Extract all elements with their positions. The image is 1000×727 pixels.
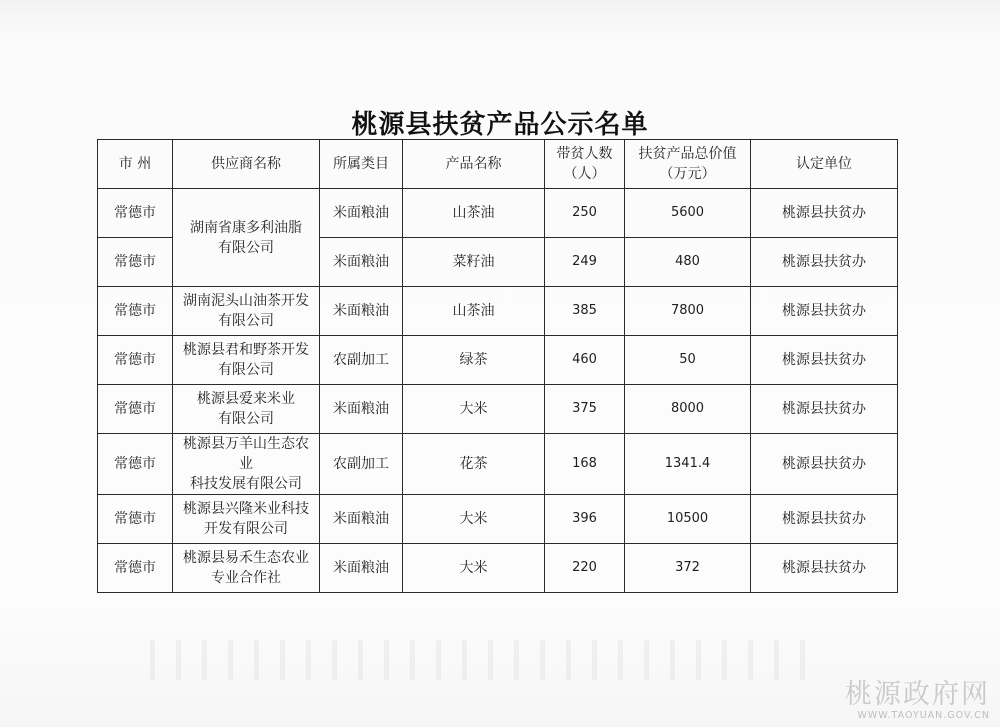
cell-category: 米面粮油 bbox=[320, 385, 403, 434]
cell-value: 1341.4 bbox=[625, 434, 751, 495]
cell-category: 米面粮油 bbox=[320, 287, 403, 336]
cell-city: 常德市 bbox=[98, 336, 173, 385]
cell-supplier bbox=[173, 189, 320, 287]
supplier-line1: 桃源县易禾生态农业 bbox=[183, 550, 309, 566]
cell-product: 菜籽油 bbox=[403, 238, 545, 287]
cell-product: 大米 bbox=[403, 385, 545, 434]
table-row bbox=[98, 434, 898, 495]
watermark-site-url: WWW.TAOYUAN.GOV.CN bbox=[857, 710, 990, 721]
cell-city: 常德市 bbox=[98, 544, 173, 593]
cell-city: 常德市 bbox=[98, 434, 173, 495]
cell-product: 大米 bbox=[403, 495, 545, 544]
header-value bbox=[625, 140, 751, 189]
cell-value: 10500 bbox=[625, 495, 751, 544]
cell-supplier bbox=[173, 544, 320, 593]
header-people bbox=[545, 140, 625, 189]
cell-unit: 桃源县扶贫办 bbox=[751, 385, 898, 434]
cell-people: 250 bbox=[545, 189, 625, 238]
cell-unit: 桃源县扶贫办 bbox=[751, 544, 898, 593]
cell-unit: 桃源县扶贫办 bbox=[751, 495, 898, 544]
cell-unit: 桃源县扶贫办 bbox=[751, 434, 898, 495]
table-header-row bbox=[98, 140, 898, 189]
cell-people: 460 bbox=[545, 336, 625, 385]
cell-people: 375 bbox=[545, 385, 625, 434]
header-supplier: 供应商名称 bbox=[173, 140, 320, 189]
header-value-line1: 扶贫产品总价值 bbox=[638, 146, 737, 162]
header-unit: 认定单位 bbox=[751, 140, 898, 189]
cell-supplier bbox=[173, 495, 320, 544]
cell-unit: 桃源县扶贫办 bbox=[751, 189, 898, 238]
cell-value: 372 bbox=[625, 544, 751, 593]
supplier-line1: 湖南省康多利油脂 bbox=[190, 219, 302, 236]
bleed-through-texture bbox=[150, 640, 810, 680]
header-product: 产品名称 bbox=[403, 140, 545, 189]
cell-category: 米面粮油 bbox=[320, 238, 403, 287]
cell-category: 米面粮油 bbox=[320, 495, 403, 544]
supplier-line2: 有限公司 bbox=[218, 411, 274, 427]
cell-unit: 桃源县扶贫办 bbox=[751, 287, 898, 336]
header-people-line2: （人） bbox=[563, 166, 606, 182]
cell-category: 农副加工 bbox=[320, 336, 403, 385]
table-row bbox=[98, 544, 898, 593]
table-row bbox=[98, 189, 898, 238]
cell-people: 168 bbox=[545, 434, 625, 495]
cell-product: 花茶 bbox=[403, 434, 545, 495]
header-category: 所属类目 bbox=[320, 140, 403, 189]
cell-city: 常德市 bbox=[98, 287, 173, 336]
table-row bbox=[98, 336, 898, 385]
header-city: 市 州 bbox=[98, 140, 173, 189]
cell-category: 米面粮油 bbox=[320, 189, 403, 238]
supplier-line1: 桃源县万羊山生态农业 bbox=[183, 436, 309, 472]
header-value-line2: （万元） bbox=[659, 166, 716, 182]
site-watermark bbox=[830, 680, 990, 722]
cell-people: 249 bbox=[545, 238, 625, 287]
cell-category: 米面粮油 bbox=[320, 544, 403, 593]
cell-product: 山茶油 bbox=[403, 189, 545, 238]
supplier-line1: 桃源县兴隆米业科技 bbox=[183, 501, 309, 517]
supplier-line2: 有限公司 bbox=[218, 239, 274, 256]
cell-supplier bbox=[173, 385, 320, 434]
cell-city: 常德市 bbox=[98, 495, 173, 544]
watermark-site-name: 桃源政府网 bbox=[845, 679, 990, 710]
cell-value: 50 bbox=[625, 336, 751, 385]
supplier-line2: 专业合作社 bbox=[211, 570, 281, 586]
cell-unit: 桃源县扶贫办 bbox=[751, 336, 898, 385]
supplier-line1: 湖南泥头山油茶开发 bbox=[183, 293, 309, 309]
cell-category: 农副加工 bbox=[320, 434, 403, 495]
header-people-line1: 带贫人数 bbox=[556, 146, 613, 162]
cell-value: 5600 bbox=[625, 189, 751, 238]
table-row bbox=[98, 287, 898, 336]
cell-value: 480 bbox=[625, 238, 751, 287]
supplier-line2: 开发有限公司 bbox=[204, 521, 288, 537]
cell-product: 绿茶 bbox=[403, 336, 545, 385]
supplier-line2: 有限公司 bbox=[218, 313, 274, 329]
cell-city: 常德市 bbox=[98, 238, 173, 287]
document-title: 桃源县扶贫产品公示名单 bbox=[351, 110, 649, 140]
table-row bbox=[98, 385, 898, 434]
cell-product: 大米 bbox=[403, 544, 545, 593]
table-row bbox=[98, 495, 898, 544]
supplier-line2: 有限公司 bbox=[218, 362, 274, 378]
cell-people: 396 bbox=[545, 495, 625, 544]
cell-people: 385 bbox=[545, 287, 625, 336]
cell-supplier bbox=[173, 434, 320, 495]
supplier-line2: 科技发展有限公司 bbox=[190, 476, 302, 492]
cell-product: 山茶油 bbox=[403, 287, 545, 336]
cell-value: 7800 bbox=[625, 287, 751, 336]
cell-city: 常德市 bbox=[98, 189, 173, 238]
cell-people: 220 bbox=[545, 544, 625, 593]
cell-supplier bbox=[173, 287, 320, 336]
cell-value: 8000 bbox=[625, 385, 751, 434]
cell-supplier bbox=[173, 336, 320, 385]
cell-unit: 桃源县扶贫办 bbox=[751, 238, 898, 287]
poverty-products-table bbox=[97, 139, 898, 593]
cell-city: 常德市 bbox=[98, 385, 173, 434]
supplier-line1: 桃源县君和野茶开发 bbox=[183, 342, 309, 358]
supplier-line1: 桃源县爱来米业 bbox=[197, 391, 295, 407]
